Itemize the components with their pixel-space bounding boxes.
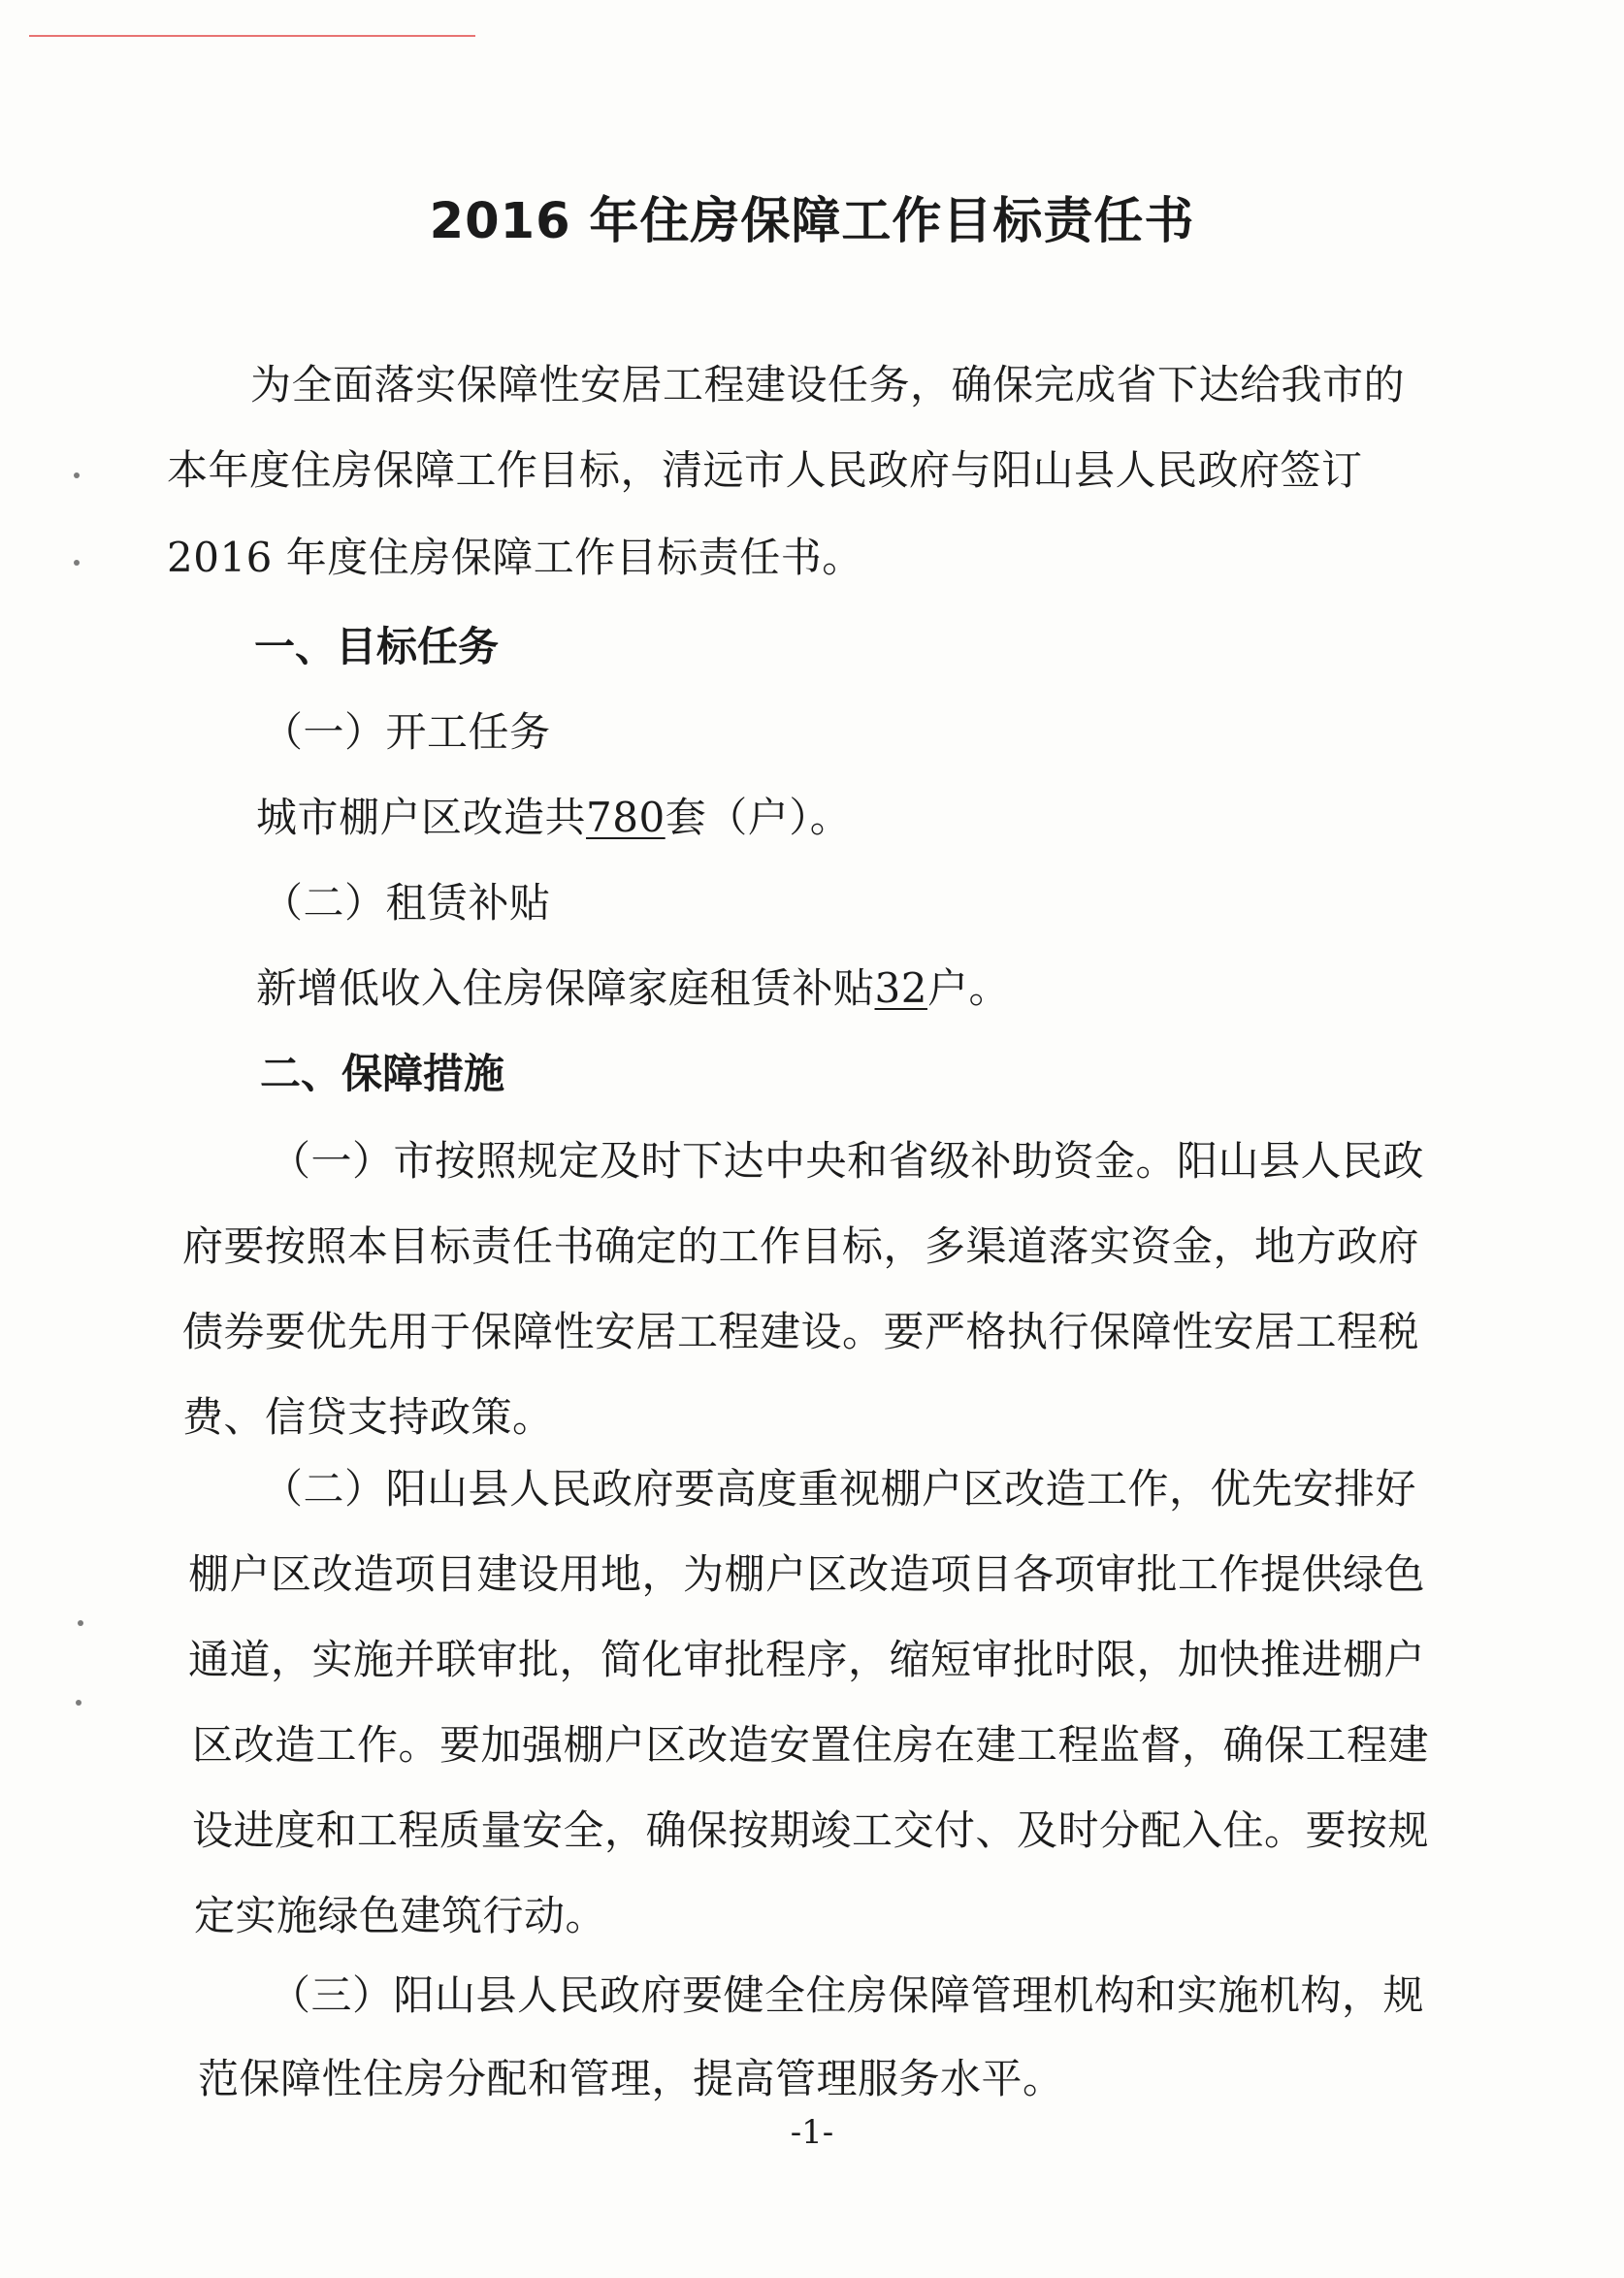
document-title: 2016 年住房保障工作目标责任书 — [429, 193, 1195, 250]
section-heading-measures: 二、保障措施 — [260, 1050, 505, 1097]
measures-para2-line: 区改造工作。要加强棚户区改造安置住房在建工程监督，确保工程建 — [192, 1721, 1430, 1769]
rental-text-before: 新增低收入住房保障家庭租赁补贴 — [256, 964, 875, 1012]
measures-para3-line: （三）阳山县人民政府要健全住房保障管理机构和实施机构，规 — [270, 1971, 1425, 2019]
measures-para1-line: （一）市按照规定及时下达中央和省级补助资金。阳山县人民政 — [270, 1137, 1425, 1185]
construction-text-after: 套（户）。 — [665, 794, 852, 841]
intro-line: 本年度住房保障工作目标，清远市人民政府与阳山县人民政府签订 — [167, 446, 1363, 494]
page-number: -1- — [790, 2113, 834, 2152]
measures-para2-line: （二）阳山县人民政府要高度重视棚户区改造工作，优先安排好 — [262, 1465, 1417, 1513]
rental-text-after: 户。 — [926, 964, 1010, 1012]
measures-para1-line: 费、信贷支持政策。 — [182, 1393, 554, 1441]
subsection-heading-rental-subsidy: （二）租赁补贴 — [262, 879, 551, 927]
subsection-heading-construction: （一）开工任务 — [262, 708, 551, 756]
intro-line: 2016 年度住房保障工作目标责任书。 — [167, 534, 863, 581]
scan-speck — [74, 560, 80, 566]
intro-line: 为全面落实保障性安居工程建设任务，确保完成省下达给我市的 — [250, 361, 1406, 408]
measures-para2-line: 定实施绿色建筑行动。 — [194, 1892, 607, 1939]
scan-speck — [74, 472, 80, 478]
construction-text-before: 城市棚户区改造共 — [256, 794, 587, 841]
scan-speck — [76, 1700, 81, 1706]
scan-speck — [78, 1620, 83, 1626]
rental-subsidy-value: 32 — [874, 964, 927, 1012]
measures-para2-line: 设进度和工程质量安全，确保按期竣工交付、及时分配入住。要按规 — [192, 1806, 1430, 1854]
top-red-rule — [29, 35, 475, 37]
measures-para2-line: 通道，实施并联审批，简化审批程序，缩短审批时限，加快推进棚户 — [188, 1636, 1426, 1683]
measures-para1-line: 府要按照本目标责任书确定的工作目标，多渠道落实资金，地方政府 — [182, 1222, 1420, 1270]
section-heading-targets: 一、目标任务 — [254, 623, 500, 670]
measures-para1-line: 债券要优先用于保障性安居工程建设。要严格执行保障性安居工程税 — [182, 1308, 1420, 1355]
construction-target-line — [256, 786, 851, 844]
construction-target-value: 780 — [586, 794, 666, 841]
measures-para3-line: 范保障性住房分配和管理，提高管理服务水平。 — [198, 2055, 1064, 2102]
measures-para2-line: 棚户区改造项目建设用地，为棚户区改造项目各项审批工作提供绿色 — [188, 1550, 1426, 1598]
rental-subsidy-line — [256, 957, 1010, 1015]
